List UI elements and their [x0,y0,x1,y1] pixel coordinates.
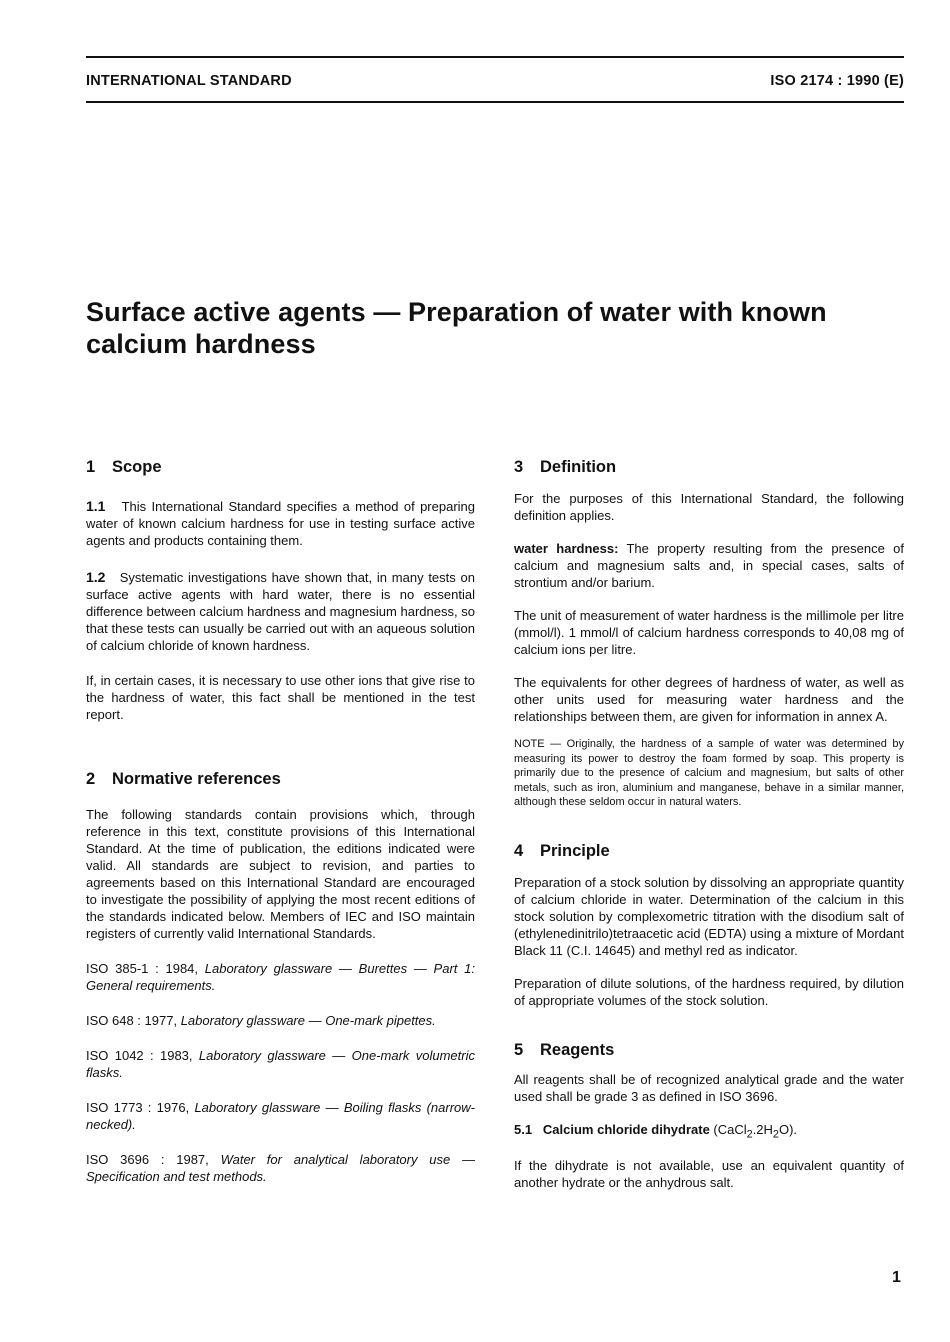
reference-item: ISO 3696 : 1987, Water for analytical laboratory use — Specification and test methods. [86,1152,475,1184]
reference-item: ISO 1773 : 1976, Laboratory glassware — Boiling flasks (narrow-necked). [86,1100,475,1132]
section-heading-reagents: 5 Reagents [514,1040,615,1059]
definition-note: NOTE — Originally, the hardness of a sample of water was determined by measuring its power to destroy the foam formed by soap. This property is primarily due to the presence of calcium and magnesium, but salts of other metals, such as iron, aluminium and manganese, behave in a similar manner, although these seldom occur in natural waters. [514,738,904,808]
section-heading-normative-references: 2 Normative references [86,770,281,788]
header-standard-number: ISO 2174 : 1990 (E) [770,73,904,89]
scope-paragraph-other-ions: If, in certain cases, it is necessary to use other ions that give rise to the hardness of water, this fact shall be mentioned in the test report. [86,673,475,722]
reagent-5-1-text: If the dihydrate is not available, use an equivalent quantity of another hydrate or the anhydrous salt. [514,1158,904,1191]
normative-intro: The following standards contain provisions which, through reference in this text, constitute provisions of this International Standard. At the time of publication, the editions indicated were valid. All standards are subject to revision, and parties to agreements based on this International Standard are encouraged to investigate the possibility of applying the most recent editions of the standards indicated below. Members of IEC and ISO maintain registers of currently valid International Standards. [86,807,475,941]
principle-paragraph-2: Preparation of dilute solutions, of the hardness required, by dilution of appropriate volumes of the stock solution. [514,975,904,1008]
section-heading-principle: 4 Principle [514,841,610,860]
title-line-2: calcium hardness [86,329,316,359]
section-heading-scope: 1 Scope [86,458,162,476]
right-column [514,456,904,1191]
scope-paragraph-1-2: 1.2 Systematic investigations have shown that, in many tests on surface active agents with hard water, there is no essential difference between calcium hardness and magnesium hardness, so that these tests can usually be carried out with an aqueous solution of calcium chloride of known hardness. [86,569,475,653]
principle-paragraph-1: Preparation of a stock solution by dissolving an appropriate quantity of calcium chloride in water. Determination of the calcium in this stock solution by complexometric titration with the disodium salt of (ethylenedinitrilo)tetraacetic acid (EDTA) using a mixture of Mordant Black 11 (C.I. 14645) and methyl red as indicator. [514,874,904,958]
section-heading-definition: 3 Definition [514,458,617,476]
definition-intro: For the purposes of this International Standard, the following definition applies. [514,491,904,523]
scope-paragraph-1-1: 1.1 This International Standard specifies a method of preparing water of known calcium hardness for use in testing surface active agents and products containing them. [86,498,476,548]
title-line-1: Surface active agents — Preparation of water with known [86,297,827,327]
definition-water-hardness: water hardness: The property resulting from the presence of calcium and magnesium salts and, in special cases, salts of strontium and/or barium. [514,541,904,590]
page-number: 1 [892,1269,901,1286]
left-column [86,456,475,1185]
document-title [86,296,916,360]
page-header [86,73,904,91]
reference-item: ISO 1042 : 1983, Laboratory glassware — One-mark volumetric flasks. [86,1048,475,1080]
reagents-intro: All reagents shall be of recognized analytical grade and the water used shall be grade 3 as defined in ISO 3696. [514,1071,904,1104]
definition-equivalents: The equivalents for other degrees of hardness of water, as well as other units used for measuring water hardness and the relationships between them, are given for information in annex A. [514,675,904,724]
header-bottom-rule [86,101,904,103]
definition-unit: The unit of measurement of water hardness is the millimole per litre (mmol/l). 1 mmol/l of calcium hardness corresponds to 40,08 mg of calcium ions per litre. [514,608,904,657]
header-left-title: INTERNATIONAL STANDARD [86,73,292,89]
reference-item: ISO 385-1 : 1984, Laboratory glassware — Burettes — Part 1: General requirements. [86,961,475,993]
reagent-5-1: 5.1 Calcium chloride dihydrate $(CaCl_2.2H_2O)$. [514,1121,798,1141]
header-top-rule [86,56,904,58]
reference-item: ISO 648 : 1977, Laboratory glassware — One-mark pipettes. [86,1013,436,1028]
